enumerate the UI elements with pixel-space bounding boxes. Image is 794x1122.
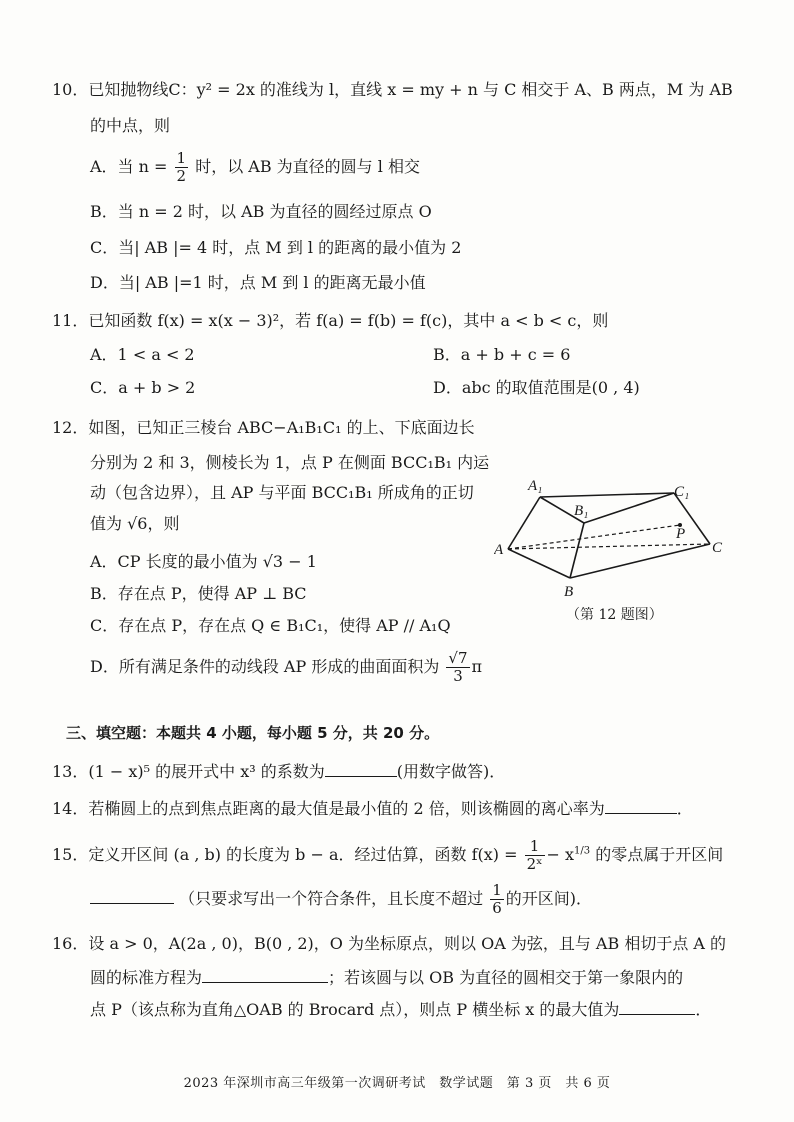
q12-d-post: π [471, 657, 483, 676]
q12-option-c: C．存在点 P，存在点 Q ∈ B₁C₁，使得 AP // A₁Q [90, 616, 451, 635]
label-b: B [564, 584, 574, 600]
q12-d-num: √7 [448, 649, 468, 667]
q12-option-d [90, 650, 482, 685]
q15-exponent: 1/3 [574, 845, 591, 857]
q15-line2-pre: （只要求写出一个符合条件，且长度不超过 [179, 889, 484, 908]
q10-option-b: B．当 n = 2 时，以 AB 为直径的圆经过原点 O [90, 202, 432, 221]
q15-line1 [52, 838, 742, 873]
q12-option-a: A．CP 长度的最小值为 √3 − 1 [90, 552, 317, 571]
q11-option-a: A．1 < a < 2 [90, 345, 195, 364]
q11-stem: 11．已知函数 f(x) = x(x − 3)²，若 f(a) = f(b) = f(c)，其中 a < b < c，则 [52, 311, 609, 330]
q10-option-c: C．当| AB |= 4 时，点 M 到 l 的距离的最小值为 2 [90, 238, 462, 257]
edge-bc [570, 544, 710, 578]
q16-line1: 16．设 a > 0，A(2a , 0)，B(0 , 2)，O 为坐标原点，则以 OA 为弦，且与 AB 相切于点 A 的 [52, 934, 727, 953]
q14 [52, 797, 742, 819]
q10-line2: 的中点，则 [90, 116, 171, 135]
q11-option-b: B．a + b + c = 6 [433, 345, 571, 364]
q10-option-d: D．当| AB |=1 时，点 M 到 l 的距离无最小值 [90, 273, 426, 292]
label-c1: C₁ [674, 484, 690, 500]
q15-line2 [90, 882, 592, 917]
q14-answer-blank[interactable] [605, 797, 677, 814]
q16-line3 [90, 998, 711, 1020]
edge-b1b [570, 523, 584, 578]
q13 [52, 760, 742, 782]
q15-post: 的零点属于开区间 [595, 845, 724, 864]
q15-l-den: 6 [492, 899, 502, 917]
q12-line2: 分别为 2 和 3，侧棱长为 1，点 P 在侧面 BCC₁B₁ 内运 [90, 453, 490, 472]
q12-line3: 动（包含边界），且 AP 与平面 BCC₁B₁ 所成角的正切 [90, 483, 474, 502]
q12-d-den: 3 [453, 667, 463, 685]
q13-answer-blank[interactable] [325, 760, 397, 777]
q16-line3-post: ． [695, 1000, 712, 1019]
q15-pre: 15．定义开区间 (a , b) 的长度为 b − a．经过估算，函数 f(x) = [52, 845, 518, 864]
q14-post: ． [676, 799, 693, 818]
q16-line3-pre: 点 P（该点称为直角△OAB 的 Brocard 点），则点 P 横坐标 x 的最大值为 [90, 1000, 620, 1019]
label-p: P [676, 526, 686, 542]
q15-f-fraction [525, 838, 545, 873]
edge-b1c1 [584, 493, 674, 523]
section-3-heading: 三、填空题：本题共 4 小题，每小题 5 分，共 20 分。 [66, 724, 440, 742]
edge-a1c1 [540, 493, 674, 497]
q12-line4: 值为 √6，则 [90, 514, 180, 533]
q10-a-den: 2 [176, 167, 187, 185]
q12-line1: 12．如图，已知正三棱台 ABC−A₁B₁C₁ 的上、下底面边长 [52, 418, 475, 437]
q16-line2-post: ；若该圆与以 OB 为直径的圆相交于第一象限内的 [328, 968, 684, 987]
q15-mid: − x [546, 845, 575, 864]
page-footer: 2023 年深圳市高三年级第一次调研考试 数学试题 第 3 页 共 6 页 [183, 1076, 611, 1091]
q10-a-fraction [175, 150, 189, 185]
q10-a-num: 1 [176, 149, 187, 167]
label-a1: A₁ [528, 478, 543, 494]
q13-post: (用数字做答)． [396, 762, 506, 781]
q16-answer-blank-1[interactable] [202, 966, 328, 983]
q15-line2-post: 的开区间)． [505, 889, 592, 908]
q11-option-c: C．a + b > 2 [90, 378, 196, 397]
q14-pre: 14．若椭圆上的点到焦点距离的最大值是最小值的 2 倍，则该椭圆的离心率为 [52, 799, 605, 818]
q12-d-fraction [446, 650, 469, 685]
q10-line1: 10．已知抛物线C：y² = 2x 的准线为 l，直线 x = my + n 与 C 相交于 A、B 两点，M 为 AB [52, 80, 733, 99]
q16-line2-pre: 圆的标准方程为 [90, 968, 203, 987]
edge-ab [508, 549, 570, 578]
label-a: A [494, 542, 504, 558]
q10-option-a [90, 150, 420, 185]
q12-option-b: B．存在点 P，使得 AP ⊥ BC [90, 584, 307, 603]
q10-a-post: 时，以 AB 为直径的圆与 l 相交 [195, 157, 420, 176]
label-b1: B₁ [574, 503, 589, 519]
q11-option-d: D．abc 的取值范围是(0 , 4) [433, 378, 640, 397]
q10-a-pre: A．当 n = [90, 157, 168, 176]
segment-ap [508, 525, 680, 549]
q13-pre: 13．(1 − x)⁵ 的展开式中 x³ 的系数为 [52, 762, 325, 781]
q15-answer-blank[interactable] [90, 887, 174, 904]
edge-a1a [508, 497, 540, 549]
q15-f-den: 2ˣ [526, 855, 543, 873]
q15-length-fraction [490, 882, 504, 917]
label-c: C [712, 540, 723, 556]
q15-l-num: 1 [492, 881, 502, 899]
q16-answer-blank-2[interactable] [619, 998, 695, 1015]
q16-line2 [90, 966, 683, 988]
q15-f-num: 1 [525, 838, 545, 856]
q12-d-pre: D．所有满足条件的动线段 AP 形成的曲面面积为 [90, 657, 440, 676]
figure-caption: （第 12 题图） [566, 607, 663, 623]
